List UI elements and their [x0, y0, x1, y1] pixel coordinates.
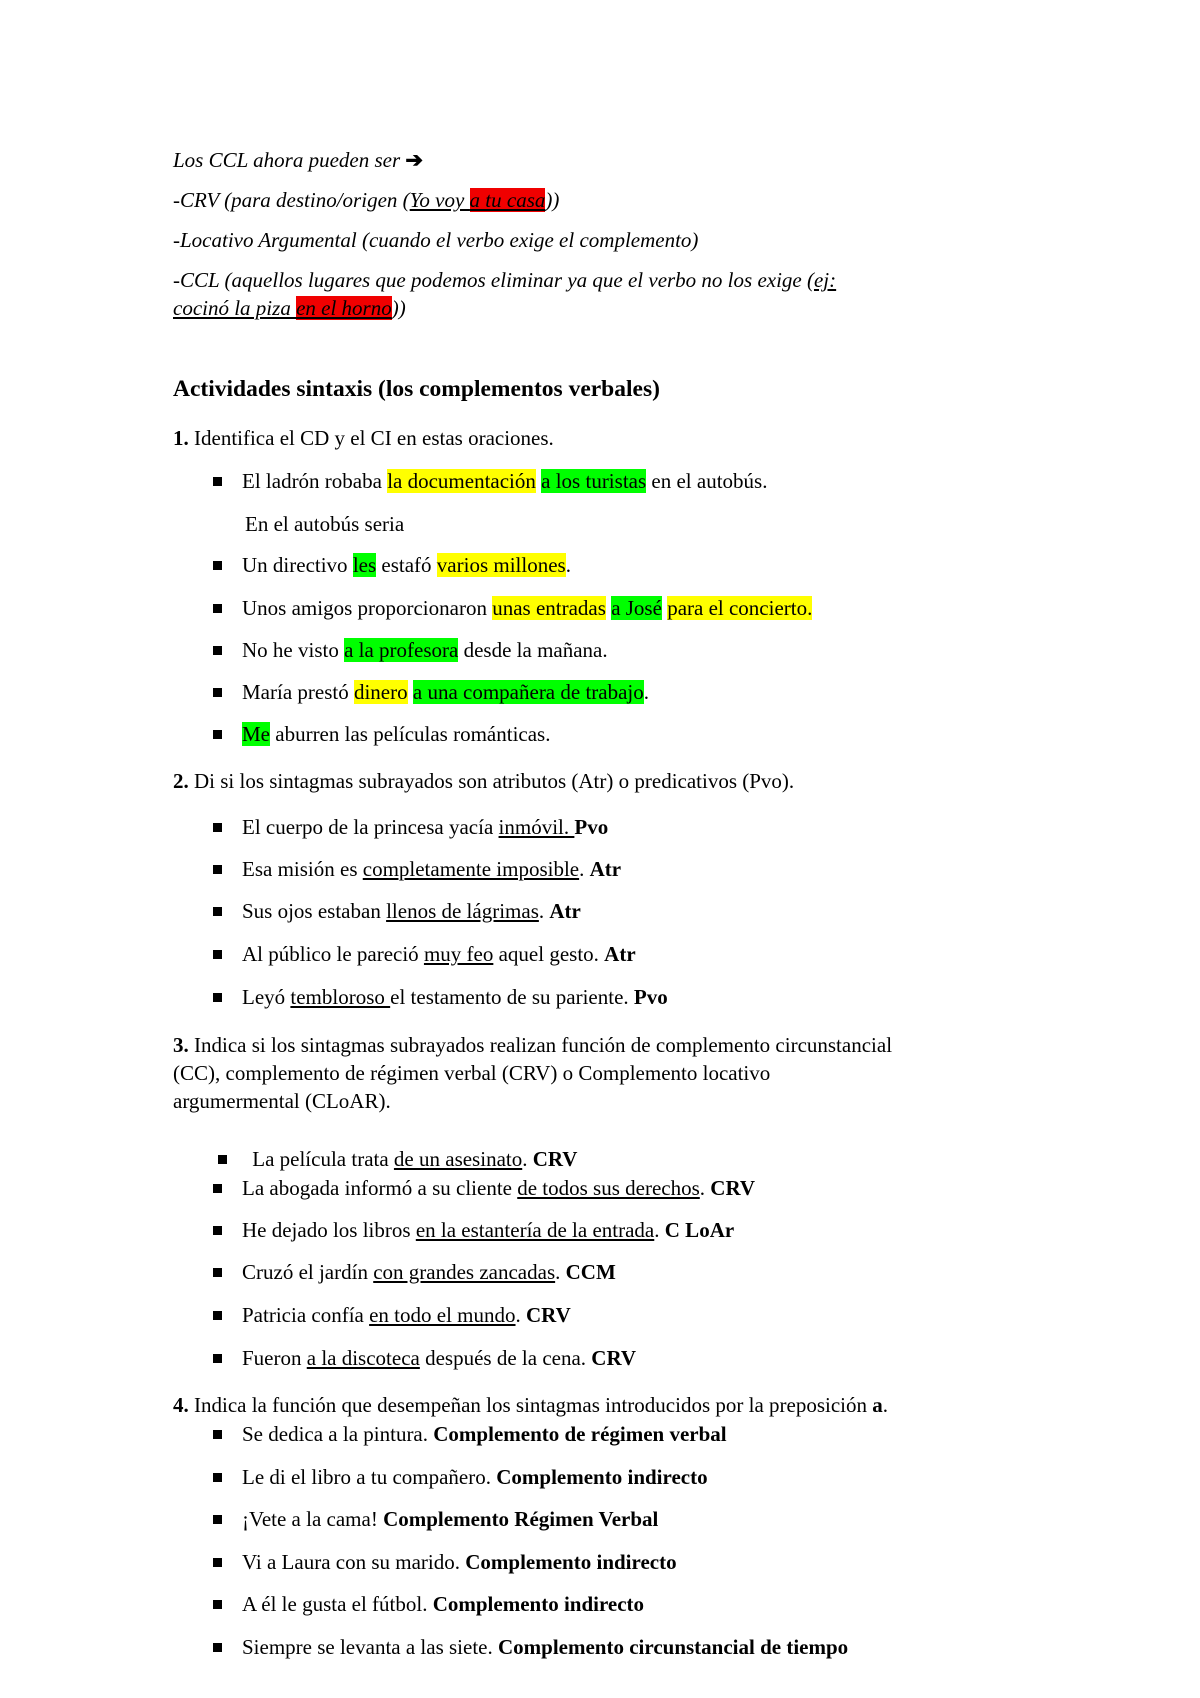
- bullet-icon: [213, 823, 222, 832]
- bullet-icon: [213, 1600, 222, 1609]
- answer-key: Complemento indirecto: [465, 1550, 677, 1574]
- text: El ladrón robaba: [242, 469, 388, 493]
- list-item: [213, 678, 649, 706]
- list-item: [213, 897, 581, 925]
- bullet-icon: [213, 907, 222, 916]
- list-item: [213, 1216, 734, 1244]
- underlined-text: de todos sus derechos: [517, 1176, 700, 1200]
- bullet-icon: [213, 477, 222, 486]
- text: Esa misión es: [242, 857, 363, 881]
- list-item: [213, 1548, 677, 1576]
- question-line: argumermental (CLoAR).: [173, 1089, 391, 1113]
- answer-key: Atr: [549, 899, 581, 923]
- question-text: Indica la función que desempeñan los sintagmas introducidos por la preposición: [188, 1393, 873, 1417]
- list-item: [213, 1633, 848, 1661]
- yellow-highlight: varios millones: [436, 553, 566, 577]
- question-number: 2.: [173, 769, 189, 793]
- underlined-text: ej:: [813, 268, 837, 292]
- green-highlight: a una compañera de trabajo: [412, 680, 644, 704]
- yellow-highlight: la documentación: [387, 469, 536, 493]
- text: Siempre se levanta a las siete.: [242, 1635, 498, 1659]
- intro-line-3: -Locativo Argumental (cuando el verbo exige el complemento): [173, 228, 699, 252]
- question-number: 4.: [173, 1393, 189, 1417]
- text: .: [515, 1303, 527, 1327]
- answer-key: Pvo: [574, 815, 609, 839]
- bullet-icon: [213, 1354, 222, 1363]
- list-item: [213, 1344, 636, 1372]
- question-3: [173, 1031, 892, 1115]
- text: Unos amigos proporcionaron: [242, 596, 493, 620]
- list-item: [213, 467, 767, 495]
- text: He dejado los libros: [242, 1218, 416, 1242]
- intro-text: Los CCL ahora pueden ser: [173, 148, 401, 172]
- text: en el autobús.: [646, 469, 768, 493]
- list-item: [213, 1505, 658, 1533]
- list-item: [213, 1258, 616, 1286]
- text: Al público le pareció: [242, 942, 424, 966]
- green-highlight: a José: [611, 596, 662, 620]
- text: .: [522, 1147, 533, 1171]
- text: Un directivo: [242, 553, 353, 577]
- bullet-icon: [213, 1311, 222, 1320]
- question-4: [173, 1391, 888, 1419]
- underlined-text: de un asesinato: [393, 1147, 523, 1171]
- bullet-icon: [213, 1515, 222, 1524]
- bullet-icon: [213, 688, 222, 697]
- text: María prestó: [242, 680, 354, 704]
- bullet-icon: [213, 1473, 222, 1482]
- list-item: [213, 940, 636, 968]
- underlined-text: a la discoteca: [306, 1346, 420, 1370]
- bullet-icon: [213, 950, 222, 959]
- bullet-icon: [213, 993, 222, 1002]
- answer-key: Complemento Régimen Verbal: [383, 1507, 659, 1531]
- text: )): [391, 296, 406, 320]
- yellow-highlight: unas entradas: [492, 596, 606, 620]
- underlined-text: muy feo: [423, 942, 494, 966]
- text: Se dedica a la pintura.: [242, 1422, 434, 1446]
- text: El cuerpo de la princesa yacía: [242, 815, 499, 839]
- text: Le di el libro a tu compañero.: [242, 1465, 497, 1489]
- list-item: [213, 1590, 644, 1618]
- list-item: [213, 813, 608, 841]
- underlined-text: en la estantería de la entrada: [415, 1218, 655, 1242]
- red-highlight: en el horno: [296, 296, 392, 320]
- text: -CCL (aquellos lugares que podemos eliminar ya que el verbo no los exige (: [173, 268, 814, 292]
- list-item: [218, 1145, 577, 1173]
- text: Sus ojos estaban: [242, 899, 387, 923]
- bullet-icon: [213, 646, 222, 655]
- bullet-icon: [213, 1558, 222, 1567]
- text: Fueron: [242, 1346, 307, 1370]
- green-highlight: a la profesora: [344, 638, 459, 662]
- question-number: 3.: [173, 1033, 189, 1057]
- text: A él le gusta el fútbol.: [242, 1592, 433, 1616]
- red-highlight: a tu casa: [469, 188, 546, 212]
- text: el testamento de su pariente.: [390, 985, 634, 1009]
- green-highlight: a los turistas: [541, 469, 647, 493]
- list-item: [213, 983, 668, 1011]
- answer-key: CRV: [526, 1303, 571, 1327]
- preposition: a: [872, 1393, 883, 1417]
- answer-key: Atr: [589, 857, 622, 881]
- intro-line-1: [173, 146, 423, 174]
- text: .: [882, 1393, 888, 1417]
- arrow-icon: ➔: [405, 148, 424, 172]
- question-line: [173, 1031, 892, 1059]
- text: )): [545, 188, 560, 212]
- text: desde la mañana.: [458, 638, 608, 662]
- text: .: [579, 857, 590, 881]
- text: La abogada informó a su cliente: [242, 1176, 518, 1200]
- list-item: [213, 1174, 755, 1202]
- yellow-highlight: para el concierto.: [667, 596, 813, 620]
- note-text: En el autobús seria: [245, 512, 405, 536]
- text: -CRV (para destino/origen (: [173, 188, 410, 212]
- underlined-text: llenos de lágrimas: [386, 899, 539, 923]
- answer-key: Complemento de régimen verbal: [433, 1422, 727, 1446]
- answer-key: CRV: [591, 1346, 637, 1370]
- text: ¡Vete a la cama!: [242, 1507, 384, 1531]
- text: .: [699, 1176, 711, 1200]
- underlined-text: completamente imposible: [362, 857, 580, 881]
- section-heading: Actividades sintaxis (los complementos verbales): [173, 376, 660, 402]
- text: .: [565, 553, 571, 577]
- underlined-text: tembloroso: [290, 985, 391, 1009]
- bullet-icon: [213, 1430, 222, 1439]
- bullet-icon: [213, 1268, 222, 1277]
- intro-line-4: [173, 266, 836, 294]
- question-2: [173, 767, 794, 795]
- answer-key: Complemento indirecto: [496, 1465, 708, 1489]
- text: .: [643, 680, 650, 704]
- bullet-icon: [213, 865, 222, 874]
- bullet-icon: [213, 1184, 222, 1193]
- answer-key: CRV: [710, 1176, 756, 1200]
- green-highlight: les: [352, 553, 377, 577]
- list-item: [213, 1301, 571, 1329]
- list-item: [213, 1420, 727, 1448]
- question-line: (CC), complemento de régimen verbal (CRV) o Complemento locativo: [173, 1061, 771, 1085]
- bullet-icon: [218, 1155, 227, 1164]
- text: aburren las películas románticas.: [270, 722, 551, 746]
- answer-key: Pvo: [633, 985, 668, 1009]
- bullet-icon: [213, 1226, 222, 1235]
- intro-line-5: [173, 294, 406, 322]
- question-text: Identifica el CD y el CI en estas oraciones.: [188, 426, 554, 450]
- intro-line-2: [173, 186, 559, 214]
- bullet-icon: [213, 561, 222, 570]
- answer-key: Complemento indirecto: [432, 1592, 645, 1616]
- answer-key: C LoAr: [664, 1218, 735, 1242]
- bullet-icon: [213, 1643, 222, 1652]
- answer-key: CRV: [532, 1147, 578, 1171]
- green-highlight: Me: [242, 722, 270, 746]
- text: La película trata: [247, 1147, 394, 1171]
- answer-key: CCM: [565, 1260, 616, 1284]
- list-item: [213, 720, 550, 748]
- underlined-text: con grandes zancadas: [373, 1260, 556, 1284]
- list-item: [213, 1463, 708, 1491]
- question-1: [173, 424, 554, 452]
- underlined-text: cocinó la piza: [173, 296, 297, 320]
- question-text: Indica si los sintagmas subrayados realizan función de complemento circunstancial: [188, 1033, 893, 1057]
- answer-key: Complemento circunstancial de tiempo: [498, 1635, 849, 1659]
- list-item: [213, 551, 571, 579]
- underlined-text: en todo el mundo: [369, 1303, 516, 1327]
- bullet-icon: [213, 730, 222, 739]
- list-item: [213, 636, 608, 664]
- text: aquel gesto.: [493, 942, 605, 966]
- underlined-text: Yo voy: [409, 188, 470, 212]
- text: .: [538, 899, 550, 923]
- underlined-text: inmóvil.: [498, 815, 575, 839]
- text: Patricia confía: [242, 1303, 370, 1327]
- text: .: [555, 1260, 566, 1284]
- answer-key: Atr: [604, 942, 636, 966]
- question-text: Di si los sintagmas subrayados son atributos (Atr) o predicativos (Pvo).: [188, 769, 795, 793]
- list-item: [213, 855, 621, 883]
- text: .: [654, 1218, 665, 1242]
- text: Cruzó el jardín: [242, 1260, 374, 1284]
- question-number: 1.: [173, 426, 189, 450]
- list-item: [213, 594, 812, 622]
- text: Vi a Laura con su marido.: [242, 1550, 466, 1574]
- text: Leyó: [242, 985, 291, 1009]
- bullet-icon: [213, 604, 222, 613]
- yellow-highlight: dinero: [353, 680, 408, 704]
- text: estafó: [376, 553, 437, 577]
- text: después de la cena.: [419, 1346, 592, 1370]
- text: No he visto: [242, 638, 345, 662]
